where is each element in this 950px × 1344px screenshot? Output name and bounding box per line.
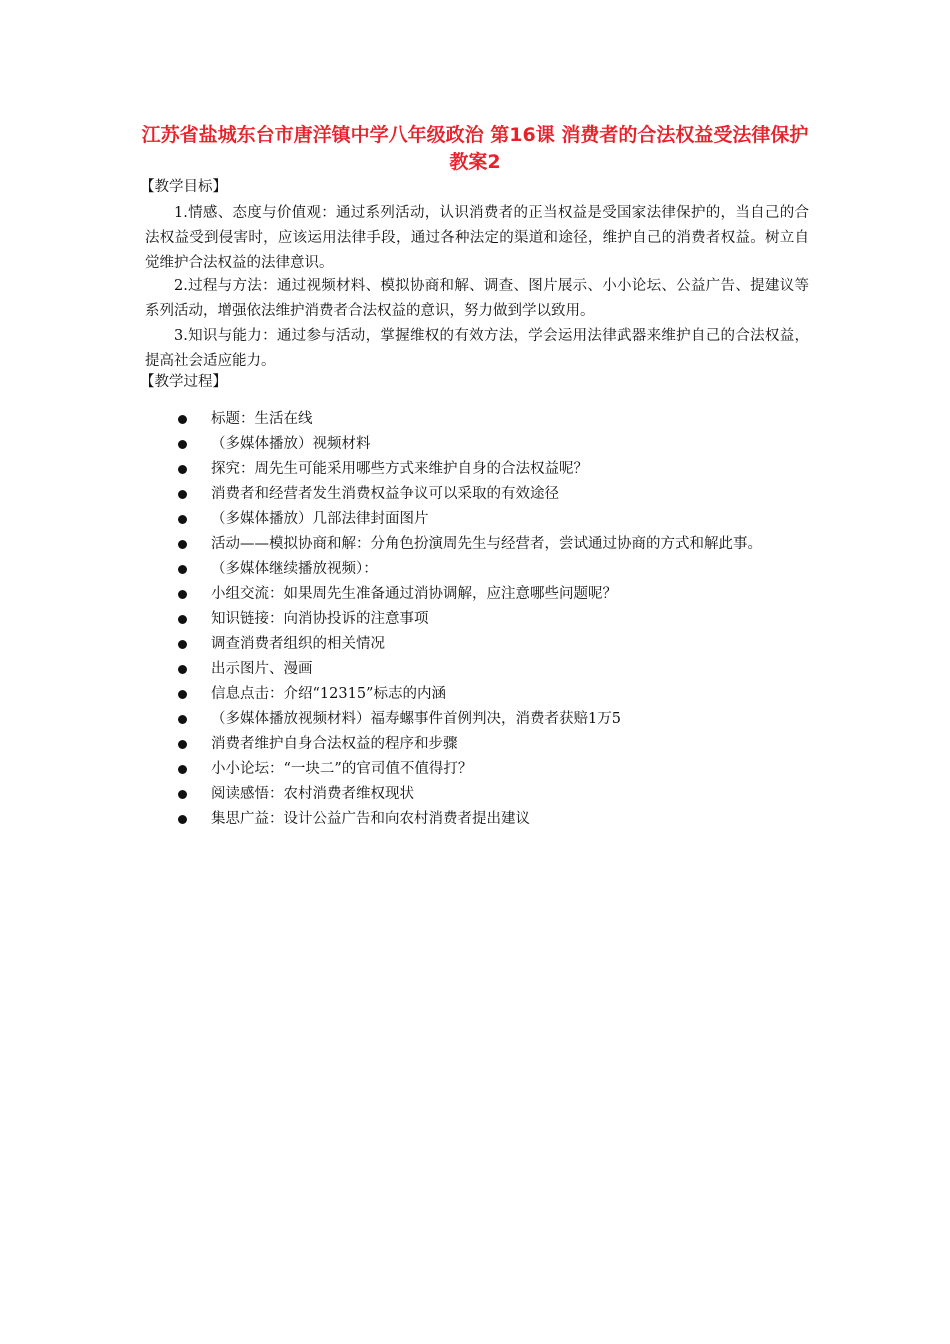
- list-item-text: 信息点击：介绍“12315”标志的内涵: [211, 686, 446, 702]
- list-item: [145, 632, 809, 657]
- process-heading: 【教学过程】: [140, 374, 227, 390]
- list-item: [145, 707, 809, 732]
- list-item-text: 知识链接：向消协投诉的注意事项: [211, 611, 429, 627]
- list-item: [145, 732, 809, 757]
- list-item-text: （多媒体继续播放视频）：: [211, 561, 378, 577]
- bullet-icon: [178, 665, 187, 674]
- bullet-icon: [178, 465, 187, 474]
- list-item: [145, 507, 809, 532]
- bullet-icon: [178, 440, 187, 449]
- goal-paragraph-2: 2.过程与方法：通过视频材料、模拟协商和解、调查、图片展示、小小论坛、公益广告、提建议等系列活动，增强依法维护消费者合法权益的意识，努力做到学以致用。: [145, 278, 809, 319]
- list-item-text: 调查消费者组织的相关情况: [211, 636, 385, 652]
- list-item: [145, 482, 809, 507]
- bullet-icon: [178, 690, 187, 699]
- bullet-icon: [178, 740, 187, 749]
- list-item-text: 阅读感悟：农村消费者维权现状: [211, 786, 414, 802]
- list-item: [145, 432, 809, 457]
- bullet-icon: [178, 615, 187, 624]
- bullet-icon: [178, 565, 187, 574]
- bullet-icon: [178, 640, 187, 649]
- bullet-icon: [178, 590, 187, 599]
- bullet-icon: [178, 765, 187, 774]
- bullet-icon: [178, 715, 187, 724]
- list-item: [145, 407, 809, 432]
- list-item-text: 探究：周先生可能采用哪些方式来维护自身的合法权益呢？: [211, 461, 588, 477]
- list-item-text: （多媒体播放）视频材料: [211, 436, 371, 452]
- list-item: [145, 782, 809, 807]
- list-item-text: 小小论坛：“一块二”的官司值不值得打？: [211, 761, 473, 777]
- bullet-icon: [178, 515, 187, 524]
- list-item: [145, 582, 809, 607]
- list-item: [145, 607, 809, 632]
- goal-paragraph-3: 3.知识与能力：通过参与活动，掌握维权的有效方法，学会运用法律武器来维护自己的合法权益，提高社会适应能力。: [145, 328, 809, 369]
- bullet-icon: [178, 415, 187, 424]
- list-item-text: 标题：生活在线: [211, 411, 313, 427]
- bullet-icon: [178, 540, 187, 549]
- list-item: [145, 557, 809, 582]
- list-item: [145, 457, 809, 482]
- list-item: [145, 757, 809, 782]
- list-item-text: 消费者和经营者发生消费权益争议可以采取的有效途径: [211, 486, 559, 502]
- list-item-text: （多媒体播放）几部法律封面图片: [211, 511, 429, 527]
- list-item-text: 集思广益：设计公益广告和向农村消费者提出建议: [211, 811, 530, 827]
- list-item: [145, 682, 809, 707]
- list-item: [145, 807, 809, 832]
- list-item: [145, 657, 809, 682]
- goals-heading: 【教学目标】: [140, 179, 227, 195]
- process-list: [145, 407, 809, 832]
- list-item-text: 消费者维护自身合法权益的程序和步骤: [211, 736, 458, 752]
- bullet-icon: [178, 790, 187, 799]
- list-item-text: （多媒体播放视频材料）福寿螺事件首例判决，消费者获赔1万5: [211, 711, 621, 727]
- list-item: [145, 532, 809, 557]
- list-item-text: 活动——模拟协商和解：分角色扮演周先生与经营者，尝试通过协商的方式和解此事。: [211, 536, 762, 552]
- document-title: 江苏省盐城东台市唐洋镇中学八年级政治 第16课 消费者的合法权益受法律保护教案2: [141, 124, 809, 173]
- list-item-text: 小组交流：如果周先生准备通过消协调解，应注意哪些问题呢？: [211, 586, 617, 602]
- list-item-text: 出示图片、漫画: [211, 661, 313, 677]
- goal-paragraph-1: 1.情感、态度与价值观：通过系列活动，认识消费者的正当权益是受国家法律保护的，当自己的合法权益受到侵害时，应该运用法律手段，通过各种法定的渠道和途径，维护自己的消费者权益。树立自觉维护合法权益的法律意识。: [145, 205, 809, 271]
- bullet-icon: [178, 490, 187, 499]
- bullet-icon: [178, 815, 187, 824]
